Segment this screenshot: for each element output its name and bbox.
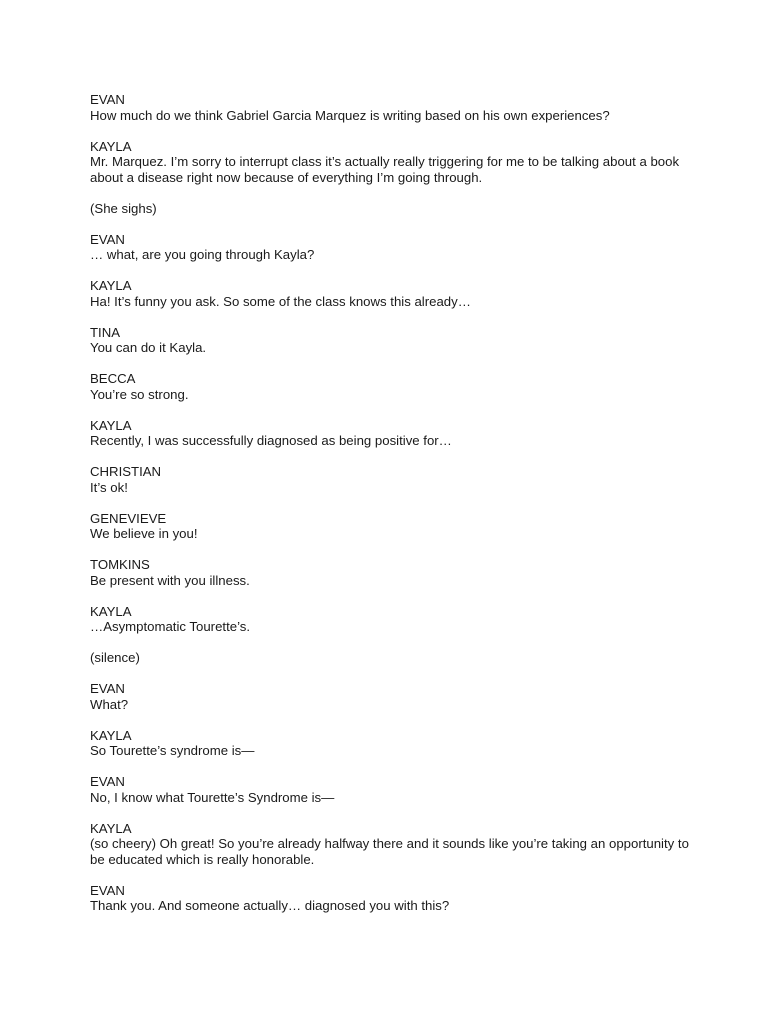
dialogue-line: (so cheery) Oh great! So you’re already halfway there and it sounds like you’re taking an opportunity to be educated which is really honorable. bbox=[90, 836, 693, 867]
dialogue-line: What? bbox=[90, 696, 129, 712]
speaker-name: TINA bbox=[90, 324, 121, 340]
speaker-name: GENEVIEVE bbox=[90, 510, 167, 526]
dialogue-line: No, I know what Tourette’s Syndrome is— bbox=[90, 789, 335, 805]
dialogue-block bbox=[90, 418, 690, 449]
dialogue-block bbox=[90, 728, 690, 759]
dialogue-block bbox=[90, 278, 690, 309]
dialogue-line: You’re so strong. bbox=[90, 386, 189, 402]
dialogue-line: … what, are you going through Kayla? bbox=[90, 247, 315, 262]
speaker-name: KAYLA bbox=[90, 727, 132, 743]
dialogue-line: You can do it Kayla. bbox=[90, 340, 207, 355]
speaker-name: CHRISTIAN bbox=[90, 464, 162, 479]
script-page bbox=[90, 92, 693, 929]
speaker-name: KAYLA bbox=[90, 603, 132, 619]
dialogue-line: How much do we think Gabriel Garcia Marquez is writing based on his own experiences? bbox=[90, 107, 610, 123]
dialogue-line: Ha! It’s funny you ask. So some of the class knows this already… bbox=[90, 293, 471, 309]
stage-direction: (silence) bbox=[90, 650, 140, 665]
speaker-name: KAYLA bbox=[90, 138, 132, 154]
stage-direction: (She sighs) bbox=[90, 200, 157, 216]
stage-direction-block bbox=[90, 201, 690, 217]
dialogue-block bbox=[90, 883, 690, 914]
dialogue-line: So Tourette’s syndrome is— bbox=[90, 743, 255, 758]
dialogue-line: Mr. Marquez. I’m sorry to interrupt class it’s actually really triggering for me to be talking about a book about a disease right now because of everything I’m going through. bbox=[90, 154, 683, 185]
dialogue-line: We believe in you! bbox=[90, 526, 198, 541]
speaker-name: BECCA bbox=[90, 371, 136, 386]
speaker-name: KAYLA bbox=[90, 278, 132, 293]
dialogue-block bbox=[90, 325, 690, 356]
dialogue-block bbox=[90, 820, 693, 868]
dialogue-line: …Asymptomatic Tourette’s. bbox=[90, 619, 251, 634]
speaker-name: EVAN bbox=[90, 231, 125, 247]
dialogue-block bbox=[90, 371, 690, 402]
dialogue-block bbox=[90, 557, 690, 588]
dialogue-block bbox=[90, 681, 690, 712]
dialogue-block bbox=[90, 774, 690, 805]
speaker-name: EVAN bbox=[90, 774, 125, 789]
dialogue-line: Thank you. And someone actually… diagnosed you with this? bbox=[90, 898, 450, 913]
dialogue-block bbox=[90, 92, 690, 123]
dialogue-block bbox=[90, 511, 690, 542]
dialogue-line: Be present with you illness. bbox=[90, 572, 250, 588]
speaker-name: TOMKINS bbox=[90, 557, 150, 572]
dialogue-line: Recently, I was successfully diagnosed as being positive for… bbox=[90, 433, 452, 448]
speaker-name: EVAN bbox=[90, 92, 125, 107]
speaker-name: KAYLA bbox=[90, 417, 132, 433]
speaker-name: KAYLA bbox=[90, 820, 132, 836]
speaker-name: EVAN bbox=[90, 681, 125, 696]
dialogue-block bbox=[90, 139, 690, 186]
speaker-name: EVAN bbox=[90, 882, 125, 898]
dialogue-block bbox=[90, 464, 690, 495]
dialogue-line: It’s ok! bbox=[90, 479, 128, 495]
dialogue-block bbox=[90, 232, 690, 263]
dialogue-block bbox=[90, 604, 690, 635]
stage-direction-block bbox=[90, 650, 690, 666]
